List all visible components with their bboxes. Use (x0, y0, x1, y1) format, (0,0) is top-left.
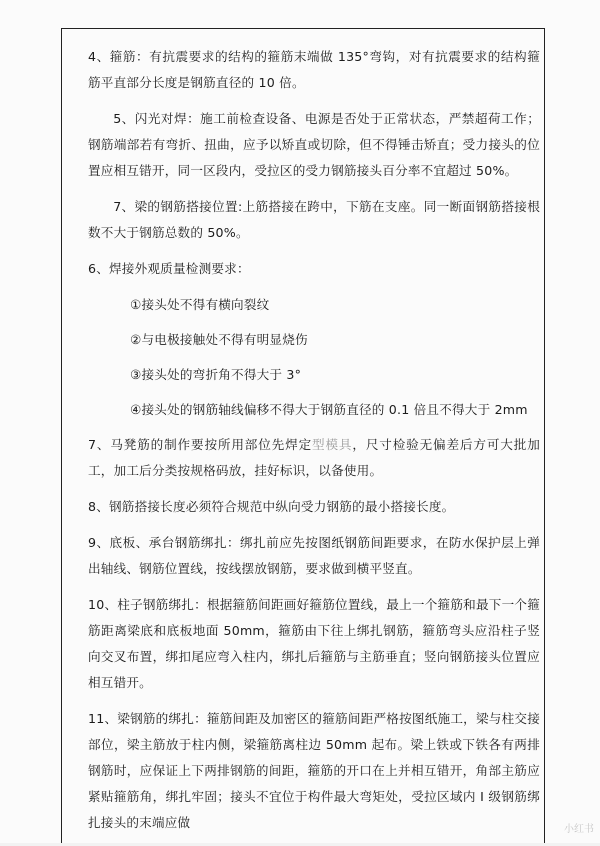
paragraph-column-binding: 10、柱子钢筋绑扎：根据箍筋间距画好箍筋位置线，最上一个箍筋和最下一个箍筋距离梁底和底板地面 50mm，箍筋由下往上绑扎钢筋，箍筋弯头应沿柱子竖向交叉布置，绑扣尾应弯入柱内，绑扎后箍筋与主筋垂直；竖向钢筋接头位置应相互错开。 (88, 597, 540, 690)
inspection-item-3: ③接头处的弯折角不得大于 3° (130, 367, 302, 382)
paragraph-slab-binding: 9、底板、承台钢筋绑扎：绑扎前应先按图纸钢筋间距要求，在防水保护层上弹出轴线、钢筋位置线，按线摆放钢筋，要求做到横平竖直。 (88, 535, 540, 576)
chair-bar-text-start: 7、马凳筋的制作要按所用部位先焊定 (88, 437, 313, 452)
document-body (88, 44, 540, 846)
inspection-item-2: ②与电极接触处不得有明显烧伤 (130, 332, 308, 347)
paragraph-beam-binding: 11、梁钢筋的绑扎：箍筋间距及加密区的箍筋间距严格按图纸施工，梁与柱交接部位，梁主筋放于柱内侧，梁箍筋离柱边 50mm 起布。梁上铁或下铁各有两排钢筋时，应保证上下两排钢筋的间距，箍筋的开口在上并相互错开，角部主筋应紧贴箍筋角，绑扎牢固；接头不宜位于构件最大弯矩处，受拉区域内 I 级钢筋绑扎接头的末端应做 (88, 711, 540, 830)
paragraph-weld-inspection-title: 6、焊接外观质量检测要求： (88, 261, 250, 276)
paragraph-beam-lap-position: 7、梁的钢筋搭接位置:上筋搭接在跨中，下筋在支座。同一断面钢筋搭接根数不大于钢筋总数的 50%。 (88, 199, 540, 240)
paragraph-stirrup: 4、箍筋：有抗震要求的结构的箍筋末端做 135°弯钩，对有抗震要求的结构箍筋平直部分长度是钢筋直径的 10 倍。 (88, 49, 540, 90)
watermark: 小红书 (564, 824, 594, 835)
paragraph-flash-butt-welding: 5、闪光对焊：施工前检查设备、电源是否处于正常状态，严禁超荷工作；钢筋端部若有弯折、扭曲，应予以矫直或切除，但不得锤击矫直；受力接头的位置应相互错开，同一区段内，受拉区的受力钢筋接头百分率不宜超过 50%。 (88, 111, 540, 178)
chair-bar-text-end: ，尺寸检验无偏差后方可大批加工，加工后分类按规格码放，挂好标识，以备使用。 (88, 437, 540, 478)
inspection-item-4: ④接头处的钢筋轴线偏移不得大于钢筋直径的 0.1 倍且不得大于 2mm (130, 402, 528, 417)
paragraph-lap-length: 8、钢筋搭接长度必须符合规范中纵向受力钢筋的最小搭接长度。 (88, 499, 455, 514)
paragraph-chair-bar (88, 432, 540, 484)
chair-bar-text-faint: 型模具 (312, 437, 353, 452)
inspection-item-1: ①接头处不得有横向裂纹 (130, 297, 270, 312)
